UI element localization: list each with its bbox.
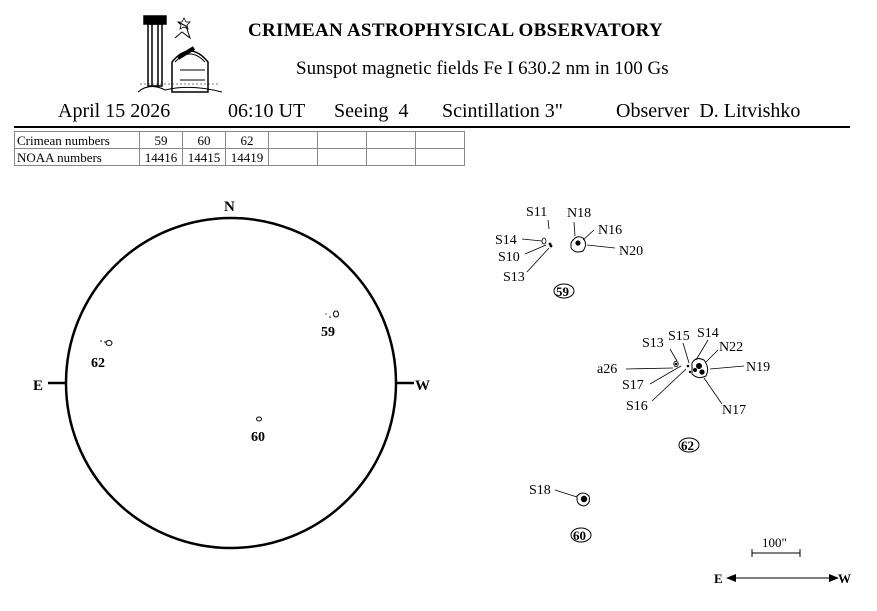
observation-date: April 15 2026 (58, 100, 171, 122)
spot-label: S18 (529, 483, 551, 498)
disk-region-59 (321, 311, 339, 340)
spot-label: a26 (597, 362, 618, 377)
group-id-62: 62 (681, 438, 694, 453)
region-label-62: 62 (91, 356, 105, 371)
group-id-59: 59 (556, 284, 569, 299)
table-cell: 14416 (140, 149, 183, 166)
time-unit: UT (278, 100, 306, 122)
spot-label: N18 (567, 206, 592, 221)
spot-label: S14 (697, 326, 719, 341)
scintillation-label: Scintillation (442, 100, 540, 122)
spot-label: S10 (498, 250, 520, 265)
spot-label: N16 (598, 223, 623, 238)
disk-region-60 (251, 417, 265, 445)
table-cell: 14415 (183, 149, 226, 166)
table-cell: 59 (140, 132, 183, 149)
spot-label: N17 (722, 403, 747, 418)
spot-label: N19 (746, 360, 771, 375)
table-cell: 62 (226, 132, 269, 149)
spot-label: S17 (622, 378, 644, 393)
region-label-60: 60 (251, 430, 265, 445)
east-west-arrow (726, 574, 839, 582)
north-label: N (224, 199, 235, 215)
scintillation-value: 3" (544, 100, 563, 122)
spot-label: S11 (526, 205, 548, 220)
spot-label: S15 (668, 329, 690, 344)
table-cell: 60 (183, 132, 226, 149)
spot-label: S16 (626, 399, 648, 414)
disk-region-62 (91, 340, 112, 371)
observer-name: D. Litvishko (699, 100, 801, 122)
arrow-east-label: E (714, 571, 723, 586)
west-label: W (415, 378, 430, 394)
spot-label: N22 (719, 340, 744, 355)
time-value: 06:10 (228, 100, 274, 122)
solar-disk (66, 218, 396, 548)
chart-subtitle: Sunspot magnetic fields Fe I 630.2 nm in 100 Gs (296, 58, 669, 79)
region-label-59: 59 (321, 325, 335, 340)
seeing-label: Seeing (334, 100, 389, 122)
noaa-numbers-label: NOAA numbers (15, 149, 140, 166)
observatory-logo (138, 16, 222, 92)
spot-label: S13 (642, 336, 664, 351)
group-id-60: 60 (573, 528, 586, 543)
seeing-value: 4 (398, 100, 409, 122)
spot-label: N20 (619, 244, 644, 259)
group-60-detail (555, 490, 589, 506)
crimean-numbers-label: Crimean numbers (15, 132, 140, 149)
scale-bar (752, 549, 800, 557)
scale-label: 100" (762, 535, 787, 550)
arrow-west-label: W (838, 571, 851, 586)
observatory-title: CRIMEAN ASTROPHYSICAL OBSERVATORY (248, 20, 664, 41)
group-59-labels (495, 205, 643, 299)
east-label: E (33, 378, 44, 394)
spot-label: S14 (495, 233, 517, 248)
observer-label: Observer (616, 100, 690, 122)
spot-label: S13 (503, 270, 525, 285)
table-cell: 14419 (226, 149, 269, 166)
